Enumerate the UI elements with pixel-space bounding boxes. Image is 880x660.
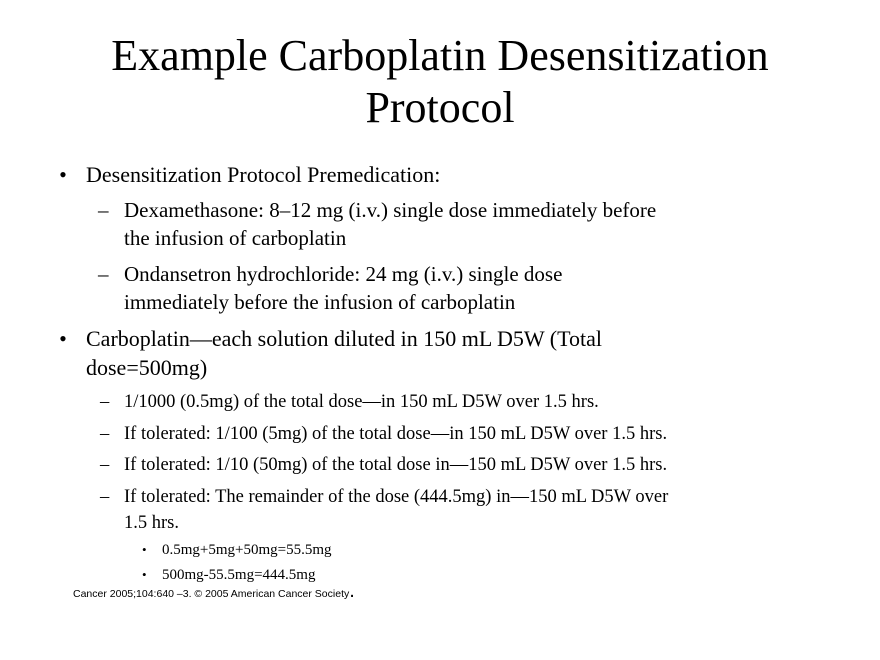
dash-marker: – (100, 487, 110, 507)
bullet-marker: • (142, 567, 147, 582)
subitem-dose-2 (100, 421, 668, 447)
bullet-marker: • (59, 162, 67, 187)
subitem-text: 1/1000 (0.5mg) of the total dose—in 150 mL D5W over 1.5 hrs. (124, 392, 599, 412)
subitem-dexamethasone (98, 196, 657, 252)
subitem-line-2: immediately before the infusion of carboplatin (124, 290, 516, 314)
slide-title-line-2: Protocol (365, 83, 515, 132)
dash-marker: – (98, 198, 109, 222)
citation-text: Cancer 2005;104:640 –3. © 2005 American Cancer Society (73, 588, 350, 600)
bullet-carboplatin (59, 324, 602, 382)
subitem-dose-remainder (100, 484, 669, 536)
bullet-text: Desensitization Protocol Premedication: (86, 162, 441, 187)
bullet-line-2: dose=500mg) (86, 355, 208, 380)
subitem-text: If tolerated: 1/10 (50mg) of the total dose in—150 mL D5W over 1.5 hrs. (124, 455, 668, 475)
slide-title-line-1: Example Carboplatin Desensitization (111, 31, 769, 80)
subitem-line-1: Ondansetron hydrochloride: 24 mg (i.v.) single dose (124, 262, 563, 286)
dash-marker: – (98, 262, 109, 286)
subitem-line-1: If tolerated: The remainder of the dose (444.5mg) in—150 mL D5W over (124, 487, 669, 507)
subitem-line-2: 1.5 hrs. (124, 513, 179, 533)
subitem-dose-1 (100, 389, 599, 415)
citation-period: . (349, 580, 355, 602)
subitem-line-1: Dexamethasone: 8–12 mg (i.v.) single dose immediately before (124, 198, 657, 222)
citation (73, 580, 355, 602)
bullet-marker: • (59, 326, 67, 351)
subitem-line-2: the infusion of carboplatin (124, 226, 347, 250)
dash-marker: – (100, 392, 110, 412)
calc-text: 0.5mg+5mg+50mg=55.5mg (162, 542, 332, 558)
bullet-marker: • (142, 542, 147, 557)
calc-item-sum (142, 540, 332, 560)
calc-item-remainder (142, 565, 316, 585)
calc-text: 500mg-55.5mg=444.5mg (162, 567, 316, 583)
bullet-premedication (59, 160, 441, 189)
subitem-text: If tolerated: 1/100 (5mg) of the total dose—in 150 mL D5W over 1.5 hrs. (124, 424, 668, 444)
subitem-dose-3 (100, 452, 668, 478)
subitem-ondansetron (98, 260, 563, 316)
dash-marker: – (100, 455, 110, 475)
slide-title (40, 30, 840, 134)
bullet-line-1: Carboplatin—each solution diluted in 150 mL D5W (Total (86, 326, 602, 351)
dash-marker: – (100, 424, 110, 444)
